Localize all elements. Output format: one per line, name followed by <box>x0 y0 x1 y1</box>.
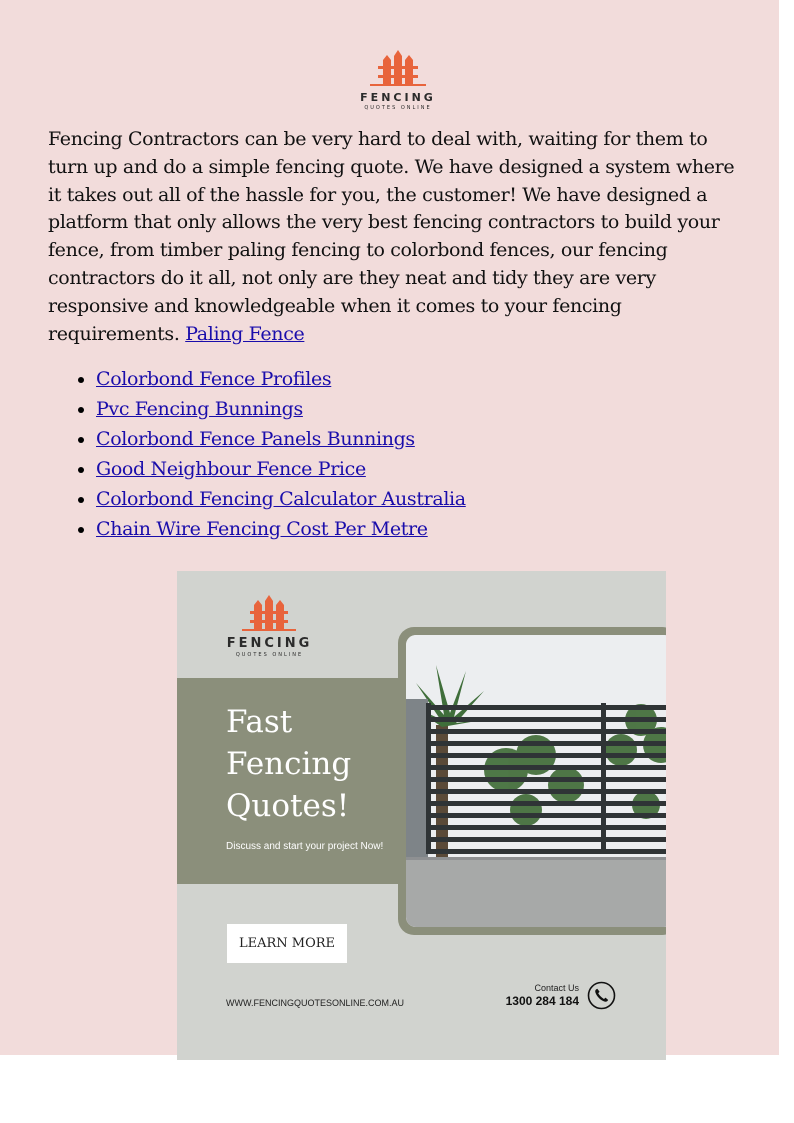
promo-banner[interactable] <box>177 571 666 1060</box>
list-item <box>96 454 466 484</box>
headline-line: Quotes! <box>226 788 350 824</box>
intro-paragraph <box>48 126 748 348</box>
link-colorbond-fencing-calculator[interactable]: Colorbond Fencing Calculator Australia <box>96 488 466 510</box>
link-good-neighbour-fence-price[interactable]: Good Neighbour Fence Price <box>96 458 366 480</box>
learn-more-button[interactable]: LEARN MORE <box>227 924 347 963</box>
related-links-list <box>48 364 466 544</box>
banner-logo <box>222 591 317 661</box>
contact-label: Contact Us <box>534 983 579 993</box>
fence-gate-illustration <box>406 635 666 927</box>
site-logo[interactable] <box>348 46 448 114</box>
list-item <box>96 364 466 394</box>
intro-text: Fencing Contractors can be very hard to deal with, waiting for them to turn up and do a simple fencing quote. We have designed a system where it takes out all of the hassle for you, the customer! We have designed a platform that only allows the very best fencing contractors to build your fence, from timber paling fencing to colorbond fences, our fencing contractors do it all, not only are they neat and tidy they are very responsive and knowledgeable when it comes to your fencing requirements. <box>48 128 735 345</box>
fence-icon <box>348 46 448 90</box>
link-colorbond-fence-panels-bunnings[interactable]: Colorbond Fence Panels Bunnings <box>96 428 415 450</box>
link-pvc-fencing-bunnings[interactable]: Pvc Fencing Bunnings <box>96 398 303 420</box>
list-item <box>96 424 466 454</box>
banner-logo-wordmark: FENCING <box>226 636 313 651</box>
headline-line: Fencing <box>226 746 352 782</box>
banner-subheadline: Discuss and start your project Now! <box>226 841 384 852</box>
headline-line: Fast <box>226 704 293 740</box>
list-item <box>96 484 466 514</box>
contact-phone[interactable]: 1300 284 184 <box>505 994 579 1008</box>
list-item <box>96 514 466 544</box>
phone-icon[interactable] <box>587 981 616 1010</box>
website-url[interactable]: WWW.FENCINGQUOTESONLINE.COM.AU <box>226 998 405 1008</box>
fence-icon <box>222 591 317 635</box>
list-item <box>96 394 466 424</box>
link-colorbond-fence-profiles[interactable]: Colorbond Fence Profiles <box>96 368 332 390</box>
paling-fence-link[interactable]: Paling Fence <box>185 322 305 345</box>
banner-headline <box>226 701 351 827</box>
logo-tagline: QUOTES ONLINE <box>364 105 432 111</box>
fence-gate-photo <box>406 635 666 927</box>
link-chain-wire-fencing-cost[interactable]: Chain Wire Fencing Cost Per Metre <box>96 518 428 540</box>
logo-wordmark: FENCING <box>360 91 436 104</box>
banner-logo-tagline: QUOTES ONLINE <box>235 652 304 658</box>
